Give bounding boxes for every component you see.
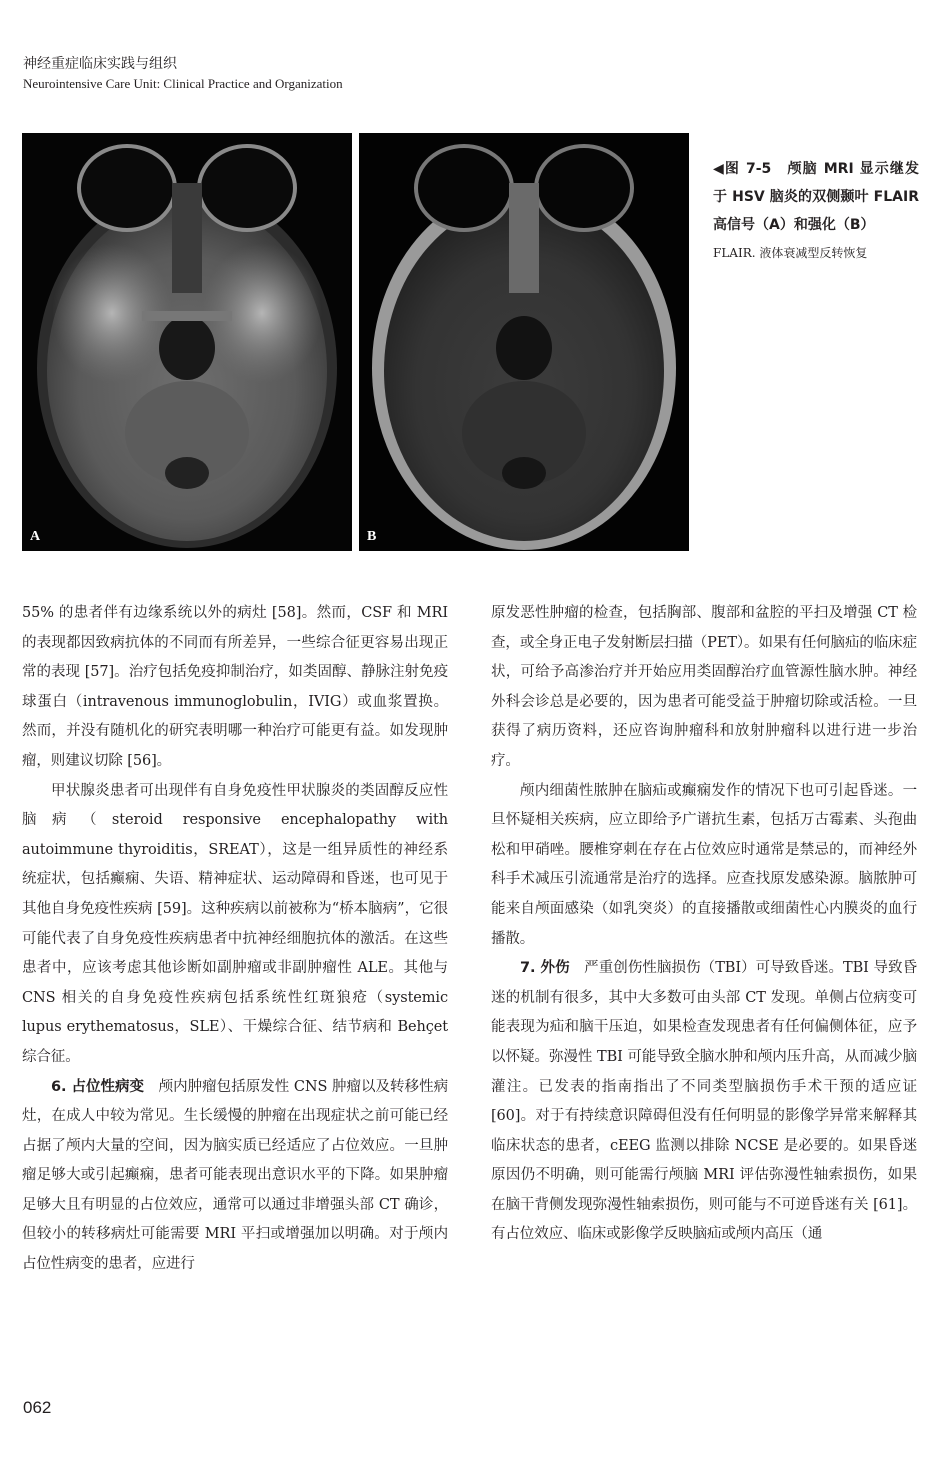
section-7: [491, 954, 917, 1250]
panel-b-label: B: [367, 529, 377, 544]
paragraph: 颅内细菌性脓肿在脑疝或癫痫发作的情况下也可引起昏迷。一旦怀疑相关疾病，应立即给予广谱抗生素，包括万古霉素、头孢曲松和甲硝唑。腰椎穿刺在存在占位效应时通常是禁忌的，而神经外科手术减压引流通常是治疗的选择。应查找原发感染源。脑脓肿可能来自颅面感染（如乳突炎）的直接播散或细菌性心内膜炎的血行播散。: [491, 782, 917, 947]
paragraph: 甲状腺炎患者可出现伴有自身免疫性甲状腺炎的类固醇反应性脑病（steroid responsive encephalopathy with autoimmune thyroiditis，SREAT），这是一组异质性的神经系统症状，包括癫痫、失语、精神症状、运动障碍和昏迷，也可见于其他自身免疫性疾病 [59]。这种疾病以前被称为“桥本脑病”，它很可能代表了自身免疫性疾病患者中抗神经细胞抗体的激活。在这些患者中，应该考虑其他诊断如副肿瘤或非副肿瘤性 ALE。其他与 CNS 相关的自身免疫性疾病包括系统性红斑狼疮（systemic lupus erythematosus，SLE）、干燥综合征、结节病和 Behçet 综合征。: [22, 782, 448, 1065]
section-text: 颅内肿瘤包括原发性 CNS 肿瘤以及转移性病灶，在成人中较为常见。生长缓慢的肿瘤在出现症状之前可能已经占据了颅内大量的空间，因为脑实质已经适应了占位效应。一旦肿瘤足够大或引起癫痫，患者可能表现出意识水平的下降。如果肿瘤足够大且有明显的占位效应，通常可以通过非增强头部 CT 确诊，但较小的转移病灶可能需要 MRI 平扫或增强加以明确。对于颅内占位性病变的患者，应进行: [22, 1078, 448, 1273]
mri-contrast-image: [359, 133, 689, 551]
mri-flair-image: [22, 133, 352, 551]
header-title-en: Neurointensive Care Unit: Clinical Practice and Organization: [23, 76, 343, 91]
mri-panel-b: [359, 133, 689, 551]
caption-abbreviation: FLAIR. 液体衰减型反转恢复: [713, 246, 868, 260]
page-number: 062: [23, 1398, 52, 1417]
panel-a-label: A: [30, 529, 41, 544]
section-6: [22, 1073, 448, 1280]
header-title-cn: 神经重症临床实践与组织: [23, 56, 177, 72]
right-column: [491, 599, 917, 1250]
left-column: [22, 599, 448, 1280]
mri-panel-a: [22, 133, 352, 551]
caption-text: ◀图 7-5 颅脑 MRI 显示继发于 HSV 脑炎的双侧颞叶 FLAIR 高信号（A）和强化（B）: [713, 161, 919, 233]
section-heading: 7. 外伤: [520, 960, 570, 977]
section-heading: 6. 占位性病变: [51, 1078, 145, 1095]
paragraph: 55% 的患者伴有边缘系统以外的病灶 [58]。然而，CSF 和 MRI 的表现都因致病抗体的不同而有所差异，一些综合征更容易出现正常的表现 [57]。治疗包括免疫抑制治疗，如类固醇、静脉注射免疫球蛋白（intravenous immunoglobulin，IVIG）或血浆置换。然而，并没有随机化的研究表明哪一种治疗可能更有益。如发现肿瘤，则建议切除 [56]。: [22, 605, 448, 769]
running-header: [23, 55, 343, 93]
paragraph: 原发恶性肿瘤的检查，包括胸部、腹部和盆腔的平扫及增强 CT 检查，或全身正电子发射断层扫描（PET）。如果有任何脑疝的临床症状，可给予高渗治疗并开始应用类固醇治疗血管源性脑水肿。神经外科会诊总是必要的，因为患者可能受益于肿瘤切除或活检。一旦获得了病历资料，还应咨询肿瘤科和放射肿瘤科以进行进一步治疗。: [491, 605, 917, 769]
section-text: 严重创伤性脑损伤（TBI）可导致昏迷。TBI 导致昏迷的机制有很多，其中大多数可由头部 CT 发现。单侧占位病变可能表现为疝和脑干压迫，如果检查发现患者有任何偏侧体征，应予以怀疑。弥漫性 TBI 可能导致全脑水肿和颅内压升高，从而减少脑灌注。已发表的指南指出了不同类型脑损伤手术干预的适应证 [60]。对于有持续意识障碍但没有任何明显的影像学异常来解释其临床状态的患者，cEEG 监测以排除 NCSE 是必要的。如果昏迷原因仍不明确，则可能需行颅脑 MRI 评估弥漫性轴索损伤，如果在脑干背侧发现弥漫性轴索损伤，则可能与不可逆昏迷有关 [61]。有占位效应、临床或影像学反映脑疝或颅内高压（通: [491, 960, 917, 1243]
figure-caption: [713, 155, 919, 263]
